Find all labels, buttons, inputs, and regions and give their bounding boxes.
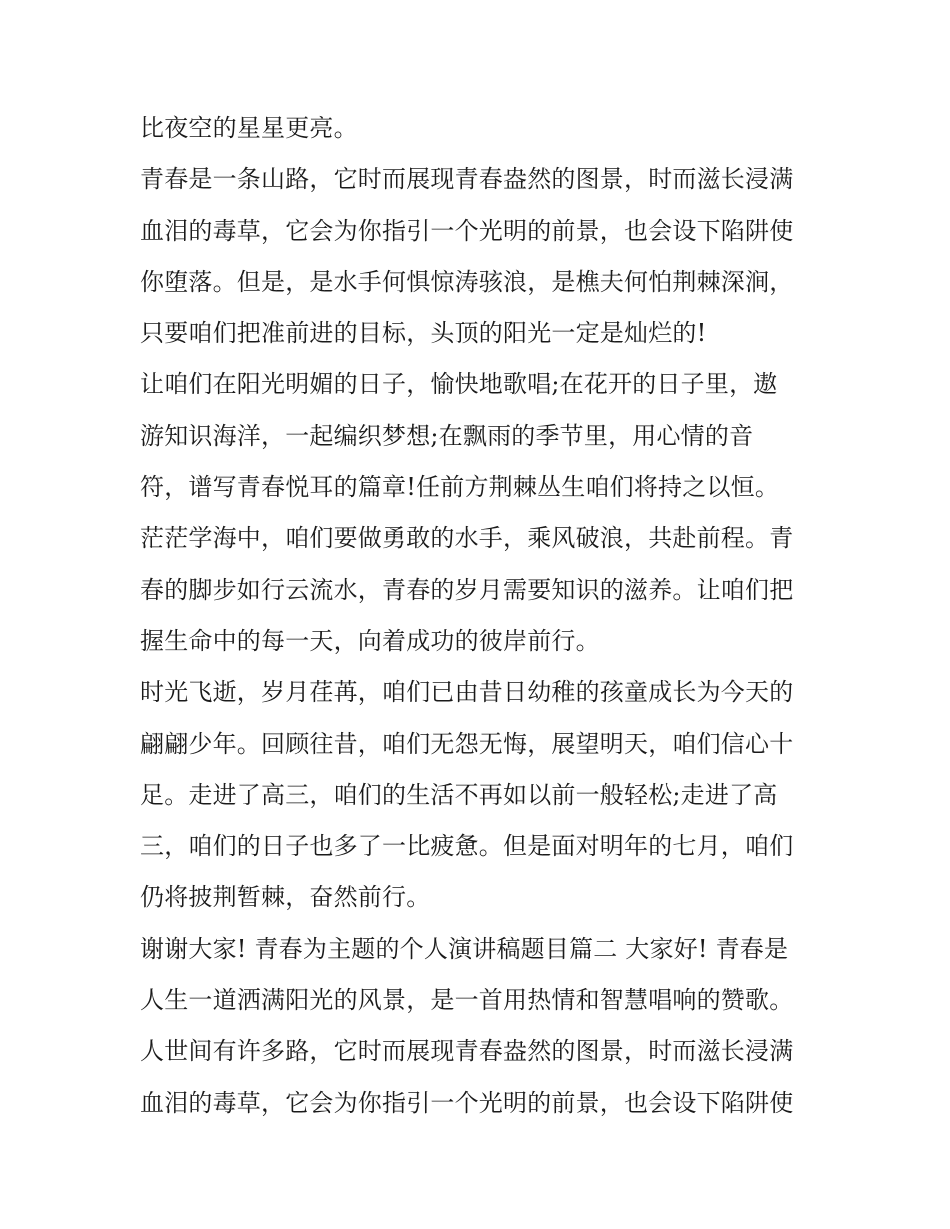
text-line: 谢谢大家! 青春为主题的个人演讲稿题目篇二 大家好! 青春是 <box>140 934 789 963</box>
text-line: 握生命中的每一天，向着成功的彼岸前行。 <box>140 626 600 655</box>
text-line: 足。走进了高三，咱们的生活不再如以前一般轻松;走进了高 <box>140 780 778 809</box>
text-line: 仍将披荆暂棘，奋然前行。 <box>140 883 431 912</box>
text-line: 翩翩少年。回顾往昔，咱们无怨无悔，展望明天，咱们信心十 <box>140 729 794 758</box>
text-line: 时光飞逝，岁月荏苒，咱们已由昔日幼稚的孩童成长为今天的 <box>140 678 794 707</box>
text-line: 比夜空的星星更亮。 <box>140 114 358 142</box>
text-line: 游知识海洋，一起编织梦想;在飘雨的季节里，用心情的音 <box>140 421 754 450</box>
text-line: 让咱们在阳光明媚的日子，愉快地歌唱;在花开的日子里，遨 <box>140 370 778 399</box>
text-line: 春的脚步如行云流水，青春的岁月需要知识的滋养。让咱们把 <box>140 575 794 604</box>
body-text <box>140 108 830 1134</box>
text-line: 茫茫学海中，咱们要做勇敢的水手，乘风破浪，共赴前程。青 <box>140 524 794 553</box>
text-line: 符，谱写青春悦耳的篇章!任前方荆棘丛生咱们将持之以恒。 <box>140 473 780 502</box>
text-line: 三，咱们的日子也多了一比疲惫。但是面对明年的七月，咱们 <box>140 832 794 861</box>
text-line: 只要咱们把准前进的目标，头顶的阳光一定是灿烂的! <box>140 319 707 348</box>
text-line: 人生一道洒满阳光的风景，是一首用热情和智慧唱响的赞歌。 <box>140 986 794 1015</box>
text-line: 血泪的毒草，它会为你指引一个光明的前景，也会设下陷阱使 <box>140 1088 794 1117</box>
text-line: 血泪的毒草，它会为你指引一个光明的前景，也会设下陷阱使 <box>140 216 794 245</box>
text-line: 人世间有许多路，它时而展现青春盎然的图景，时而滋长浸满 <box>140 1037 794 1066</box>
text-line: 青春是一条山路，它时而展现青春盎然的图景，时而滋长浸满 <box>140 165 794 194</box>
text-line: 你堕落。但是，是水手何惧惊涛骇浪，是樵夫何怕荆棘深涧， <box>140 267 794 296</box>
